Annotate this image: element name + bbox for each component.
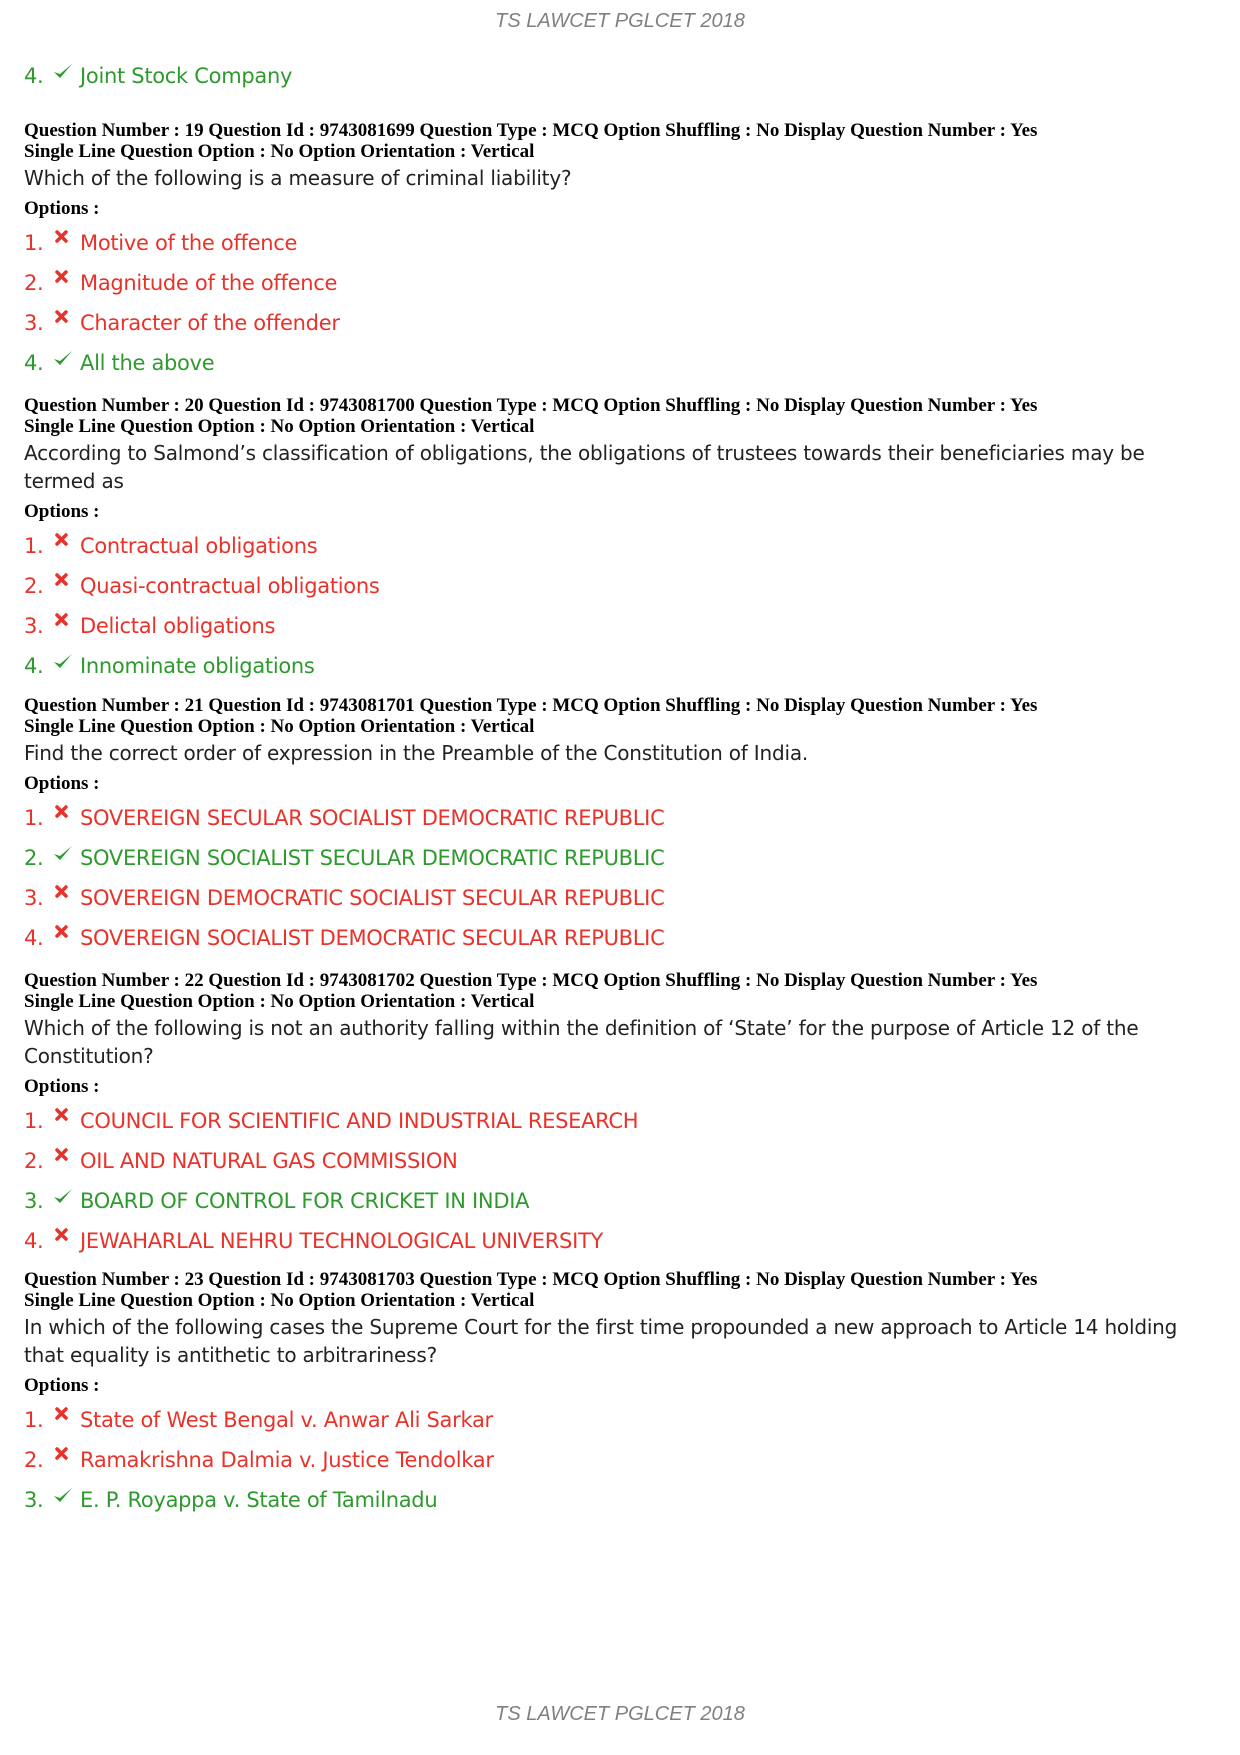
option-number: 4. <box>24 654 44 678</box>
option-row <box>24 1141 1220 1181</box>
cross-icon <box>52 1141 80 1181</box>
cross-icon <box>52 878 80 918</box>
page-footer: TS LAWCET PGLCET 2018 <box>495 1703 745 1725</box>
option-label: Contractual obligations <box>80 534 318 558</box>
option-number: 3. <box>24 886 44 910</box>
option-row <box>24 1101 1220 1141</box>
option-number: 4. <box>24 64 44 88</box>
option-label: Character of the offender <box>80 311 340 335</box>
options-heading: Options : <box>24 1076 100 1097</box>
question-text: Which of the following is a measure of criminal liability? <box>24 166 572 190</box>
option-row <box>24 1181 1220 1221</box>
option-number: 4. <box>24 926 44 950</box>
check-icon <box>52 646 80 686</box>
option-number: 1. <box>24 1408 44 1432</box>
option-number: 2. <box>24 1149 44 1173</box>
option-row <box>24 343 1220 383</box>
options-heading: Options : <box>24 501 100 522</box>
question-meta-options: Single Line Question Option : No Option Orientation : Vertical <box>24 1290 535 1311</box>
options-list <box>24 223 1220 383</box>
page-header: TS LAWCET PGLCET 2018 <box>495 10 745 32</box>
option-row <box>24 263 1220 303</box>
question-meta-options: Single Line Question Option : No Option Orientation : Vertical <box>24 716 535 737</box>
option-label: Joint Stock Company <box>80 64 293 88</box>
check-icon <box>52 343 80 383</box>
options-list <box>24 526 1220 686</box>
option-number: 3. <box>24 1189 44 1213</box>
option-label: COUNCIL FOR SCIENTIFIC AND INDUSTRIAL RESEARCH <box>80 1109 639 1133</box>
option-row <box>24 798 1220 838</box>
question-meta: Question Number : 20 Question Id : 9743081700 Question Type : MCQ Option Shuffling : No Display Question Number : Yes <box>24 395 1038 416</box>
cross-icon <box>52 303 80 343</box>
option-label: All the above <box>80 351 215 375</box>
option-label: State of West Bengal v. Anwar Ali Sarkar <box>80 1408 493 1432</box>
option-label: Ramakrishna Dalmia v. Justice Tendolkar <box>80 1448 494 1472</box>
option-number: 2. <box>24 271 44 295</box>
question-text: In which of the following cases the Supreme Court for the first time propounded a new approach to Article 14 holding that equality is antithetic to arbitrariness? <box>24 1315 1178 1367</box>
option-label: SOVEREIGN DEMOCRATIC SOCIALIST SECULAR REPUBLIC <box>80 886 665 910</box>
question-meta: Question Number : 23 Question Id : 9743081703 Question Type : MCQ Option Shuffling : No Display Question Number : Yes <box>24 1269 1038 1290</box>
option-label: SOVEREIGN SECULAR SOCIALIST DEMOCRATIC REPUBLIC <box>80 806 665 830</box>
question-meta-options: Single Line Question Option : No Option Orientation : Vertical <box>24 141 535 162</box>
cross-icon <box>52 1221 80 1261</box>
option-row <box>24 1440 1220 1480</box>
question-text: Which of the following is not an authority falling within the definition of ‘State’ for the purpose of Article 12 of the Constitution? <box>24 1016 1139 1068</box>
option-row <box>24 878 1220 918</box>
cross-icon <box>52 918 80 958</box>
option-label: SOVEREIGN SOCIALIST SECULAR DEMOCRATIC REPUBLIC <box>80 846 665 870</box>
option-label: BOARD OF CONTROL FOR CRICKET IN INDIA <box>80 1189 530 1213</box>
question-block <box>24 120 1220 383</box>
question-text: Find the correct order of expression in the Preamble of the Constitution of India. <box>24 741 809 765</box>
option-number: 3. <box>24 1488 44 1512</box>
option-label: E. P. Royappa v. State of Tamilnadu <box>80 1488 438 1512</box>
check-icon <box>52 56 80 96</box>
option-number: 2. <box>24 1448 44 1472</box>
option-row <box>24 918 1220 958</box>
question-meta: Question Number : 21 Question Id : 9743081701 Question Type : MCQ Option Shuffling : No Display Question Number : Yes <box>24 695 1038 716</box>
option-row <box>24 1221 1220 1261</box>
option-row <box>24 838 1220 878</box>
cross-icon <box>52 1440 80 1480</box>
option-label: Magnitude of the offence <box>80 271 338 295</box>
cross-icon <box>52 606 80 646</box>
option-label: SOVEREIGN SOCIALIST DEMOCRATIC SECULAR REPUBLIC <box>80 926 665 950</box>
question-meta: Question Number : 22 Question Id : 9743081702 Question Type : MCQ Option Shuffling : No Display Question Number : Yes <box>24 970 1038 991</box>
option-number: 1. <box>24 231 44 255</box>
option-row <box>24 646 1220 686</box>
option-number: 4. <box>24 351 44 375</box>
option-number: 2. <box>24 846 44 870</box>
option-row <box>24 1400 1220 1440</box>
cross-icon <box>52 526 80 566</box>
option-label: Motive of the offence <box>80 231 298 255</box>
option-row <box>24 606 1220 646</box>
option-label: Quasi-contractual obligations <box>80 574 380 598</box>
question-block <box>24 970 1220 1261</box>
question-block <box>24 395 1220 686</box>
cross-icon <box>52 1101 80 1141</box>
option-row <box>24 526 1220 566</box>
option-row <box>24 303 1220 343</box>
option-row <box>24 56 292 96</box>
question-meta: Question Number : 19 Question Id : 9743081699 Question Type : MCQ Option Shuffling : No Display Question Number : Yes <box>24 120 1038 141</box>
option-number: 1. <box>24 1109 44 1133</box>
check-icon <box>52 1181 80 1221</box>
option-row <box>24 1480 1220 1520</box>
question-meta-options: Single Line Question Option : No Option Orientation : Vertical <box>24 991 535 1012</box>
options-heading: Options : <box>24 198 100 219</box>
cross-icon <box>52 798 80 838</box>
question-block <box>24 1269 1220 1520</box>
option-number: 1. <box>24 534 44 558</box>
option-label: Delictal obligations <box>80 614 276 638</box>
question-meta-options: Single Line Question Option : No Option Orientation : Vertical <box>24 416 535 437</box>
check-icon <box>52 1480 80 1520</box>
option-row <box>24 223 1220 263</box>
cross-icon <box>52 263 80 303</box>
cross-icon <box>52 1400 80 1440</box>
options-list <box>24 1400 1220 1520</box>
option-number: 3. <box>24 311 44 335</box>
question-block <box>24 695 1220 958</box>
check-icon <box>52 838 80 878</box>
option-number: 3. <box>24 614 44 638</box>
option-label: JEWAHARLAL NEHRU TECHNOLOGICAL UNIVERSITY <box>80 1229 604 1253</box>
option-number: 1. <box>24 806 44 830</box>
options-list <box>24 1101 1220 1261</box>
option-number: 2. <box>24 574 44 598</box>
question-text: According to Salmond’s classification of obligations, the obligations of trustees towards their beneficiaries may be termed as <box>24 441 1145 493</box>
carryover-option <box>24 56 292 96</box>
option-row <box>24 566 1220 606</box>
cross-icon <box>52 566 80 606</box>
options-heading: Options : <box>24 773 100 794</box>
options-heading: Options : <box>24 1375 100 1396</box>
cross-icon <box>52 223 80 263</box>
options-list <box>24 798 1220 958</box>
option-label: Innominate obligations <box>80 654 315 678</box>
option-label: OIL AND NATURAL GAS COMMISSION <box>80 1149 458 1173</box>
option-number: 4. <box>24 1229 44 1253</box>
